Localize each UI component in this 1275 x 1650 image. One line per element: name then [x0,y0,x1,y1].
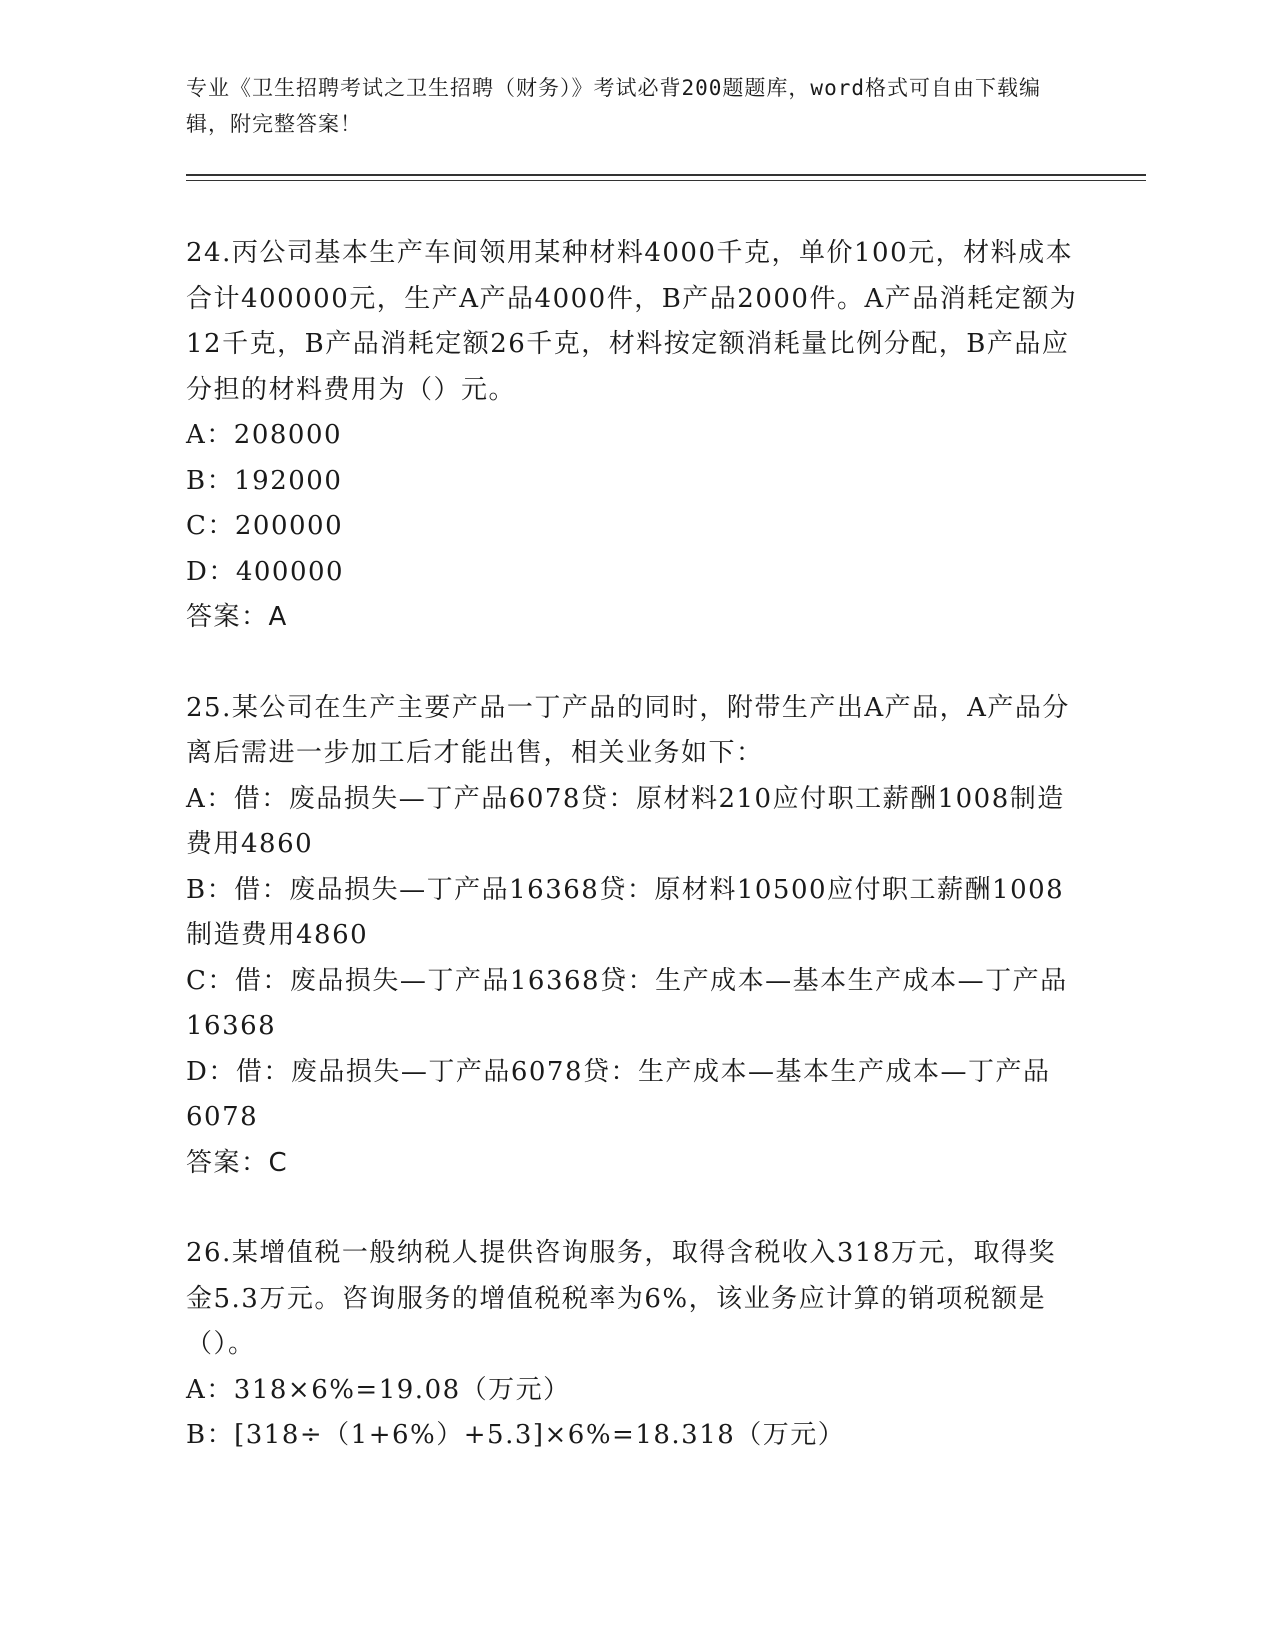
option-d: D：借：废品损失—丁产品6078贷：生产成本—基本生产成本—丁产品6078 [186,1056,1051,1132]
question-26 [186,1231,1081,1459]
question-24 [186,231,1081,641]
question-25 [186,686,1081,1187]
option-a: A：318×6%=19.08（万元） [186,1374,571,1405]
answer-line: 答案：C [186,1147,289,1178]
option-a: A：208000 [186,420,343,450]
option-d: D：400000 [186,556,345,587]
question-stem: 26.某增值税一般纳税人提供咨询服务，取得含税收入318万元，取得奖金5.3万元。咨询服务的增值税税率为6%，该业务应计算的销项税额是（）。 [186,1238,1056,1359]
header-divider-thick [186,174,1146,176]
option-b: B：借：废品损失—丁产品16368贷：原材料10500应付职工薪酬1008制造费用4860 [186,874,1065,950]
document-header: 专业《卫生招聘考试之卫生招聘（财务）》考试必背200题题库，word格式可自由下载编辑，附完整答案！ [186,76,1041,136]
question-list [186,231,1081,1459]
answer-line: 答案：A [186,602,288,632]
question-stem: 25.某公司在生产主要产品一丁产品的同时，附带生产出A产品，A产品分离后需进一步加工后才能出售，相关业务如下： [186,692,1070,768]
option-b: B：[318÷（1+6%）+5.3]×6%=18.318（万元） [186,1420,846,1450]
option-a: A：借：废品损失—丁产品6078贷：原材料210应付职工薪酬1008制造费用4860 [186,783,1065,859]
question-stem: 24.丙公司基本生产车间领用某种材料4000千克，单价100元，材料成本合计400000元，生产A产品4000件，B产品2000件。A产品消耗定额为12千克，B产品消耗定额26千克，材料按定额消耗量比例分配，B产品应分担的材料费用为（）元。 [186,238,1078,405]
option-c: C：借：废品损失—丁产品16368贷：生产成本—基本生产成本—丁产品16368 [186,965,1068,1041]
option-c: C：200000 [186,511,344,541]
header-divider-thin [186,180,1146,181]
option-b: B：192000 [186,465,343,496]
